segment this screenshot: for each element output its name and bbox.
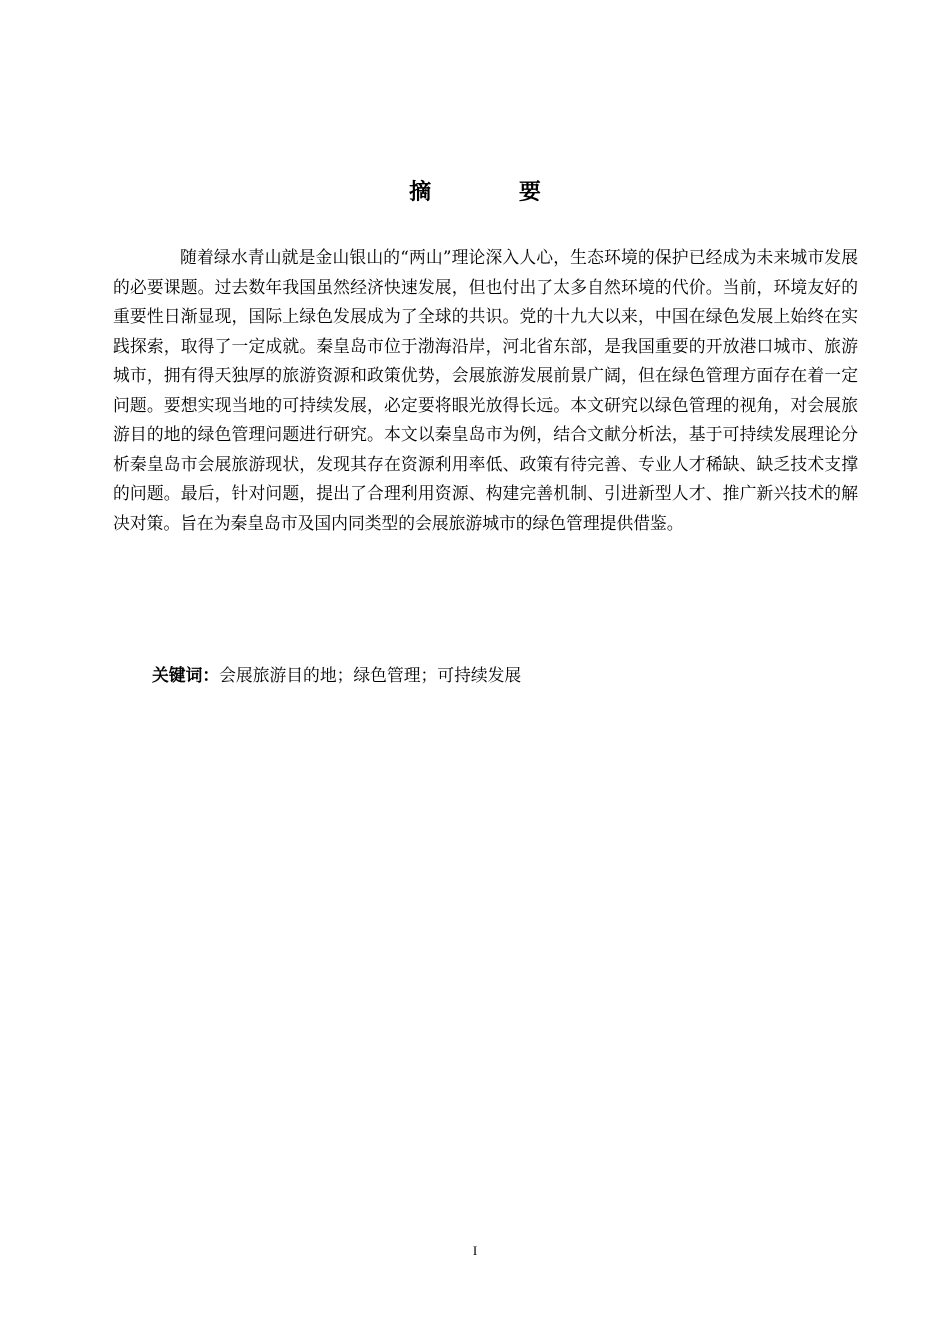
keywords-line	[152, 661, 858, 690]
abstract-title: 摘 要	[409, 180, 581, 205]
keywords-value: 会展旅游目的地；绿色管理；可持续发展	[219, 665, 522, 685]
abstract-body: 随着绿水青山就是金山银山的“两山”理论深入人心，生态环境的保护已经成为未来城市发展的必要课题。过去数年我国虽然经济快速发展，但也付出了太多自然环境的代价。当前，环境友好的重要性日渐显现，国际上绿色发展成为了全球的共识。党的十九大以来，中国在绿色发展上始终在实践探索，取得了一定成就。秦皇岛市位于渤海沿岸，河北省东部，是我国重要的开放港口城市、旅游城市，拥有得天独厚的旅游资源和政策优势，会展旅游发展前景广阔，但在绿色管理方面存在着一定问题。要想实现当地的可持续发展，必定要将眼光放得长远。本文研究以绿色管理的视角，对会展旅游目的地的绿色管理问题进行研究。本文以秦皇岛市为例，结合文献分析法，基于可持续发展理论分析秦皇岛市会展旅游现状，发现其存在资源利用率低、政策有待完善、专业人才稀缺、缺乏技术支撑的问题。最后，针对问题，提出了合理利用资源、构建完善机制、引进新型人才、推广新兴技术的解决对策。旨在为秦皇岛市及国内同类型的会展旅游城市的绿色管理提供借鉴。	[113, 247, 858, 533]
keywords-label: 关键词：	[152, 665, 220, 685]
page-number: I	[472, 1243, 478, 1258]
